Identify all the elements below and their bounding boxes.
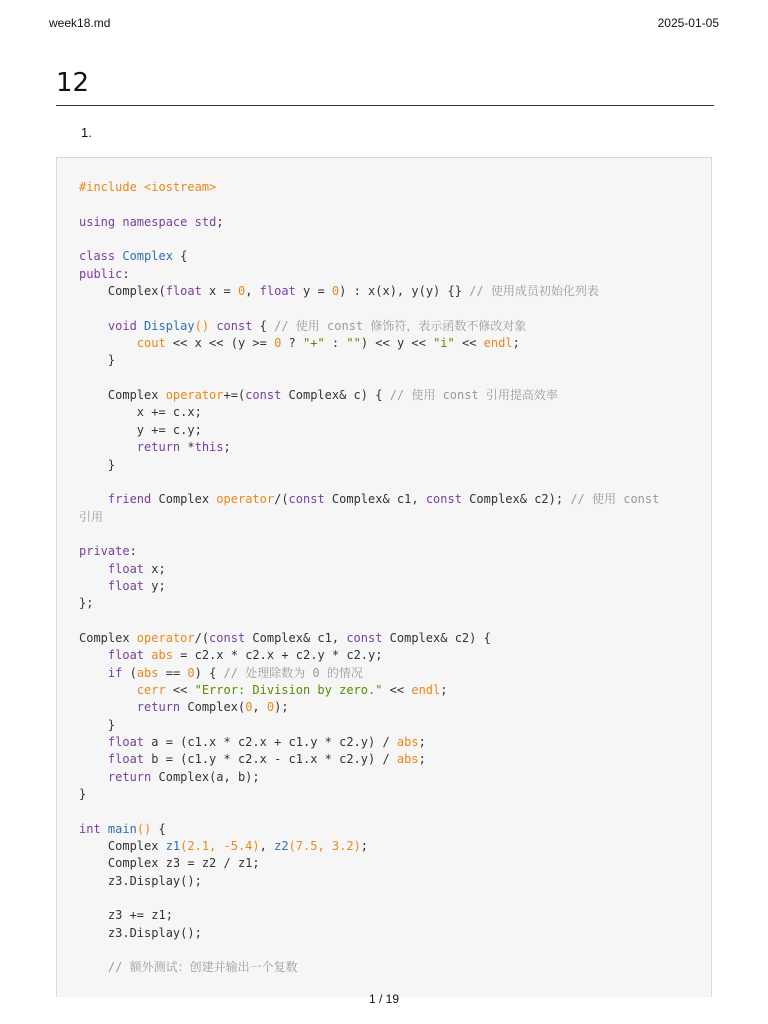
- code-token: }: [79, 353, 116, 368]
- code-token: (): [136, 821, 152, 836]
- code-token: float: [107, 561, 145, 576]
- code-token: [79, 336, 137, 350]
- code-token: {: [252, 318, 275, 333]
- code-token: return: [136, 440, 181, 455]
- code-token: // 使用 const 修饰符，表示函数不修改对象: [274, 318, 527, 333]
- code-token: friend: [107, 492, 152, 507]
- code-token: namespace: [122, 214, 188, 229]
- code-line: [79, 248, 659, 265]
- code-line: [79, 769, 659, 786]
- code-token: float: [259, 284, 296, 299]
- code-token: x =: [201, 284, 238, 299]
- code-token: Complex: [122, 249, 173, 264]
- code-token: const: [216, 318, 253, 333]
- code-token: (): [194, 318, 210, 333]
- code-token: Complex(: [180, 700, 246, 715]
- code-line: [79, 543, 659, 560]
- code-token: a = (c1.x * c2.x + c1.y * c2.y) /: [144, 735, 397, 749]
- code-token: "": [346, 336, 361, 351]
- code-token: 0: [187, 665, 195, 680]
- code-token: [79, 752, 108, 766]
- header-filename: week18.md: [49, 16, 111, 30]
- code-line: [79, 526, 659, 543]
- code-token: cerr: [136, 682, 166, 697]
- code-token: abs: [136, 665, 159, 680]
- code-token: endl: [483, 336, 513, 351]
- code-line: [79, 786, 659, 803]
- code-token: 引用: [79, 509, 104, 524]
- code-token: (2.1, -5.4): [180, 839, 260, 854]
- code-line: [79, 630, 659, 647]
- code-block: [56, 157, 712, 997]
- code-token: float: [107, 735, 145, 749]
- code-token: operator: [165, 388, 224, 403]
- code-token: const: [425, 492, 462, 507]
- code-line: [79, 907, 659, 924]
- code-line: [79, 491, 659, 508]
- code-token: ) : x(x), y(y) {}: [339, 284, 470, 299]
- code-token: << x << (y >=: [165, 336, 275, 351]
- code-line: [79, 352, 659, 369]
- code-token: ;: [440, 682, 448, 697]
- code-token: x += c.x;: [79, 405, 202, 420]
- code-token: ,: [252, 700, 267, 715]
- page-number: 1 / 19: [368, 992, 400, 1006]
- code-token: const: [245, 388, 282, 403]
- code-token: [79, 440, 137, 454]
- code-token: "Error: Division by zero.": [194, 682, 383, 697]
- code-line: [79, 214, 659, 231]
- code-token: // 额外测试：创建并输出一个复数: [107, 960, 298, 975]
- code-line: [79, 561, 659, 578]
- code-token: float: [165, 284, 202, 299]
- code-token: ;: [418, 752, 426, 767]
- code-token: // 使用 const 引用提高效率: [389, 388, 558, 403]
- code-token: /(: [194, 630, 210, 645]
- code-token: Complex: [79, 388, 166, 403]
- code-token: const: [288, 492, 325, 507]
- code-token: ;: [418, 735, 426, 749]
- code-token: const: [346, 630, 383, 645]
- code-token: ;: [360, 839, 369, 854]
- list-item-number: 1.: [81, 125, 92, 140]
- code-token: Complex& c2);: [461, 492, 571, 507]
- code-token: Complex(a, b);: [151, 769, 260, 784]
- code-token: std: [194, 214, 217, 229]
- code-token: int: [79, 821, 101, 836]
- code-token: ) << y <<: [360, 336, 434, 351]
- code-token: Complex: [79, 630, 137, 645]
- code-token: <<: [382, 682, 412, 697]
- code-token: 0: [266, 700, 275, 715]
- code-token: ,: [245, 284, 260, 299]
- code-line: [79, 855, 659, 872]
- section-heading: 12: [56, 68, 90, 98]
- code-token: y += c.y;: [79, 422, 202, 437]
- code-token: ==: [158, 665, 188, 680]
- code-token: Complex: [151, 492, 217, 507]
- code-token: z3.Display();: [79, 925, 202, 940]
- code-line: [79, 717, 659, 734]
- code-token: };: [79, 596, 94, 611]
- code-token: "i": [433, 336, 455, 351]
- code-token: }: [79, 457, 116, 472]
- code-token: Complex& c1,: [324, 492, 426, 507]
- code-line: [79, 283, 659, 300]
- code-token: void: [107, 318, 137, 333]
- code-token: [101, 822, 108, 836]
- code-line: [79, 613, 659, 630]
- code-line: [79, 231, 659, 248]
- code-token: #include <iostream>: [79, 180, 217, 194]
- code-token: z3 += z1;: [79, 908, 173, 923]
- code-line: [79, 439, 659, 456]
- code-line: [79, 509, 659, 526]
- code-token: [79, 648, 108, 662]
- code-token: [79, 666, 108, 680]
- code-token: [79, 700, 137, 714]
- code-line: [79, 682, 659, 699]
- code-token: abs: [396, 735, 419, 749]
- code-token: abs: [396, 752, 419, 767]
- code-token: ;: [512, 336, 520, 351]
- code-token: [79, 683, 137, 697]
- code-line: [79, 647, 659, 664]
- code-token: float: [107, 752, 145, 767]
- code-line: [79, 266, 659, 283]
- code-line: [79, 803, 659, 820]
- code-token: {: [151, 821, 166, 836]
- code-token: [79, 492, 108, 506]
- code-token: [79, 735, 108, 749]
- code-token: = c2.x * c2.x + c2.y * c2.y;: [172, 648, 383, 663]
- code-token: :: [129, 544, 137, 559]
- code-token: 0: [331, 284, 340, 299]
- code-token: public: [79, 266, 123, 281]
- code-line: [79, 404, 659, 421]
- code-token: :: [324, 336, 347, 351]
- code-line: [79, 821, 659, 838]
- code-line: [79, 370, 659, 387]
- code-line: [79, 665, 659, 682]
- code-token: Complex(: [79, 284, 166, 299]
- code-token: [79, 562, 108, 576]
- code-token: [187, 215, 194, 229]
- code-token: private: [79, 544, 130, 559]
- code-token: endl: [411, 682, 441, 697]
- code-token: ;: [223, 440, 231, 455]
- code-token: *: [180, 440, 195, 455]
- code-token: ?: [281, 336, 303, 351]
- code-token: ) {: [194, 665, 224, 680]
- code-line: [79, 942, 659, 959]
- code-token: [137, 319, 144, 333]
- header-date: 2025-01-05: [657, 16, 719, 30]
- code-token: return: [136, 700, 181, 715]
- code-token: z1: [165, 839, 181, 854]
- code-token: [79, 579, 108, 593]
- code-token: }: [79, 717, 116, 732]
- code-token: z3.Display();: [79, 873, 202, 888]
- code-token: operator: [216, 492, 275, 507]
- code-token: [79, 960, 108, 974]
- code-token: // 使用 const: [570, 492, 660, 507]
- code-line: [79, 699, 659, 716]
- code-token: Complex& c1,: [245, 630, 347, 645]
- code-token: /(: [274, 492, 289, 507]
- code-token: if: [107, 665, 123, 680]
- code-token: b = (c1.y * c2.x - c1.x * c2.y) /: [144, 752, 397, 767]
- code-line: [79, 474, 659, 491]
- code-line: [79, 318, 659, 335]
- code-token: );: [274, 700, 289, 715]
- code-line: [79, 578, 659, 595]
- code-line: [79, 838, 659, 855]
- code-token: 0: [245, 700, 253, 715]
- code-token: float: [107, 648, 145, 663]
- code-token: y;: [144, 578, 166, 593]
- code-line: [79, 734, 659, 751]
- code-token: this: [194, 440, 224, 455]
- code-token: Display: [144, 318, 195, 333]
- code-token: class: [79, 249, 116, 264]
- code-content: [79, 179, 659, 977]
- code-token: z2: [274, 839, 289, 854]
- code-token: +=(: [223, 388, 246, 403]
- code-token: <<: [454, 336, 484, 351]
- code-token: ;: [216, 214, 224, 229]
- code-token: abs: [151, 648, 173, 663]
- code-token: }: [79, 787, 87, 802]
- code-token: "+": [303, 336, 325, 351]
- code-line: [79, 422, 659, 439]
- code-token: ,: [259, 839, 275, 854]
- code-token: 0: [274, 336, 282, 351]
- code-token: operator: [136, 630, 195, 645]
- code-line: [79, 925, 659, 942]
- code-token: <<: [165, 682, 195, 697]
- code-token: main: [107, 821, 137, 836]
- code-token: {: [172, 249, 188, 264]
- code-line: [79, 751, 659, 768]
- code-token: Complex& c) {: [281, 388, 390, 403]
- code-token: Complex z3 = z2 / z1;: [79, 856, 260, 871]
- code-token: // 处理除数为 0 的情况: [223, 665, 363, 680]
- code-token: const: [209, 630, 246, 645]
- code-token: [79, 319, 108, 333]
- code-token: // 使用成员初始化列表: [469, 284, 599, 299]
- code-line: [79, 873, 659, 890]
- code-token: Complex& c2) {: [382, 630, 491, 645]
- code-token: Complex: [79, 839, 166, 854]
- code-token: float: [107, 578, 145, 593]
- code-line: [79, 179, 659, 196]
- code-token: (: [122, 665, 137, 680]
- code-token: [79, 770, 108, 784]
- code-line: [79, 335, 659, 352]
- code-line: [79, 890, 659, 907]
- code-line: [79, 595, 659, 612]
- code-token: 0: [237, 284, 246, 299]
- code-token: y =: [295, 284, 332, 299]
- code-token: cout: [136, 336, 166, 351]
- code-token: using: [79, 214, 116, 229]
- code-line: [79, 196, 659, 213]
- code-token: (7.5, 3.2): [288, 839, 361, 854]
- code-token: x;: [144, 561, 166, 576]
- code-line: [79, 387, 659, 404]
- code-line: [79, 457, 659, 474]
- code-token: return: [107, 769, 152, 784]
- heading-divider: [56, 105, 714, 106]
- code-line: [79, 959, 659, 976]
- code-token: :: [122, 266, 130, 281]
- code-line: [79, 300, 659, 317]
